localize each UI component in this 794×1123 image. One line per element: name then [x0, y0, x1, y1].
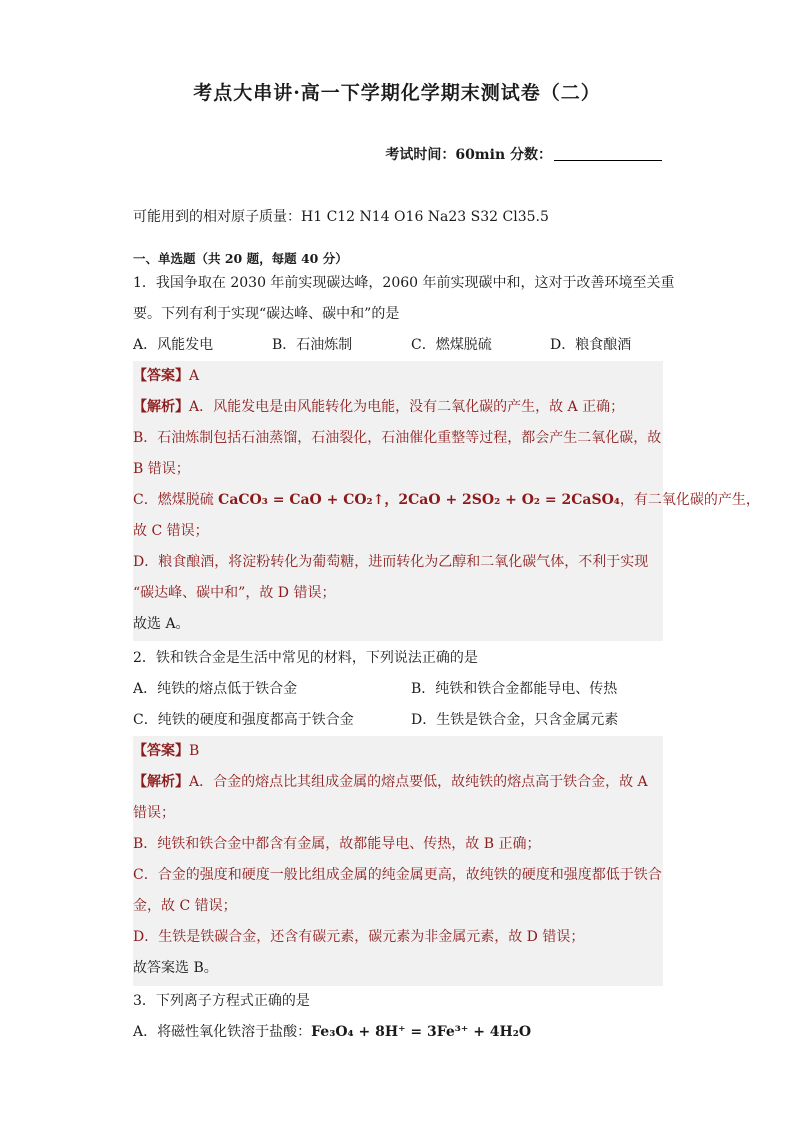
- q1-equation: CaCO₃ = CaO + CO₂↑，2CaO + 2SO₂ + O₂ = 2CaSO₄: [218, 492, 620, 508]
- q2-stem: 2．铁和铁合金是生活中常见的材料，下列说法正确的是: [133, 650, 478, 666]
- q1-answer: [133, 361, 663, 392]
- question-2: [133, 643, 663, 736]
- section-heading: 一、单选题（共 20 题，每题 40 分）: [133, 251, 348, 266]
- q2-analysis-line-1: 【解析】A．合金的熔点比其组成金属的熔点要低，故纯铁的熔点高于铁合金，故 A: [133, 774, 648, 790]
- page-title: 考点大串讲·高一下学期化学期末测试卷（二）: [193, 82, 601, 104]
- q2-options-row-2: [133, 705, 663, 736]
- q2-analysis-line-3: B．纯铁和铁合金中都含有金属，故都能导电、传热，故 B 正确；: [133, 836, 541, 852]
- atomic-masses: 可能用到的相对原子质量：H1 C12 N14 O16 Na23 S32 Cl35.5: [133, 209, 549, 225]
- q1-analysis-line-2: B．石油炼制包括石油蒸馏，石油裂化，石油催化重整等过程，都会产生二氧化碳，故: [133, 430, 662, 446]
- q1-answer-box: [133, 361, 760, 641]
- q2-options-row-1: [133, 674, 663, 705]
- q1-stem-line-2: 要。下列有利于实现“碳达峰、碳中和”的是: [133, 306, 400, 322]
- question-1: [133, 268, 675, 361]
- q3-stem: 3．下列离子方程式正确的是: [133, 993, 310, 1009]
- q1-analysis-line-7: “碳达峰、碳中和”，故 D 错误；: [133, 585, 336, 601]
- q1-option-b: B．石油炼制: [272, 337, 353, 353]
- q2-option-a: A．纯铁的熔点低于铁合金: [133, 681, 298, 697]
- score-blank: [554, 146, 662, 161]
- q2-answer-value: B: [189, 743, 200, 759]
- q1-stem-line-1: 1．我国争取在 2030 年前实现碳达峰，2060 年前实现碳中和，这对于改善环境至关重: [133, 275, 675, 291]
- q3-equation-a: Fe₃O₄ + 8H⁺ = 3Fe³⁺ + 4H₂O: [311, 1024, 532, 1040]
- q1-answer-tag: 【答案】: [133, 368, 189, 384]
- q2-analysis-line-4: C．合金的强度和硬度一般比组成金属的纯金属更高，故纯铁的硬度和强度都低于铁合: [133, 867, 662, 883]
- q2-option-b: B．纯铁和铁合金都能导电、传热: [411, 681, 618, 697]
- question-3: [133, 986, 663, 1048]
- exam-info: [385, 144, 662, 164]
- q1-option-d: D．粮食酿酒: [550, 337, 632, 353]
- q1-answer-value: A: [189, 368, 200, 384]
- q1-option-c: C．燃煤脱硫: [411, 337, 492, 353]
- q1-analysis-line-6: D．粮食酿酒，将淀粉转化为葡萄糖，进而转化为乙醇和二氧化碳气体，不利于实现: [133, 554, 649, 570]
- q2-analysis-line-2: 错误；: [133, 805, 175, 821]
- q1-options: [133, 330, 663, 361]
- exam-info-text: 考试时间：60min 分数：: [385, 147, 552, 163]
- q1-analysis-line-1: 【解析】A．风能发电是由风能转化为电能，没有二氧化碳的产生，故 A 正确；: [133, 399, 625, 415]
- q1-analysis-line-3: B 错误；: [133, 461, 190, 477]
- q2-option-d: D．生铁是铁合金，只含金属元素: [411, 712, 619, 728]
- q2-answer: [133, 736, 663, 767]
- q2-analysis-line-6: D．生铁是铁碳合金，还含有碳元素，碳元素为非金属元素，故 D 错误；: [133, 929, 585, 945]
- q2-analysis-tag: 【解析】: [133, 774, 189, 790]
- q1-analysis-tag: 【解析】: [133, 399, 189, 415]
- q1-conclusion: 故选 A。: [133, 616, 190, 632]
- q2-conclusion: 故答案选 B。: [133, 960, 218, 976]
- q1-analysis-line-5: 故 C 错误；: [133, 523, 209, 539]
- q2-option-c: C．纯铁的硬度和强度都高于铁合金: [133, 712, 354, 728]
- q1-option-a: A．风能发电: [133, 337, 214, 353]
- q1-analysis-line-4: C．燃煤脱硫 CaCO₃ = CaO + CO₂↑，2CaO + 2SO₂ + O₂ = 2CaSO₄，有二氧化碳的产生，: [133, 492, 760, 508]
- q2-answer-tag: 【答案】: [133, 743, 189, 759]
- q3-option-a: A．将磁性氧化铁溶于盐酸：Fe₃O₄ + 8H⁺ = 3Fe³⁺ + 4H₂O: [133, 1024, 532, 1040]
- q2-answer-box: [133, 736, 663, 986]
- q2-analysis-line-5: 金，故 C 错误；: [133, 898, 237, 914]
